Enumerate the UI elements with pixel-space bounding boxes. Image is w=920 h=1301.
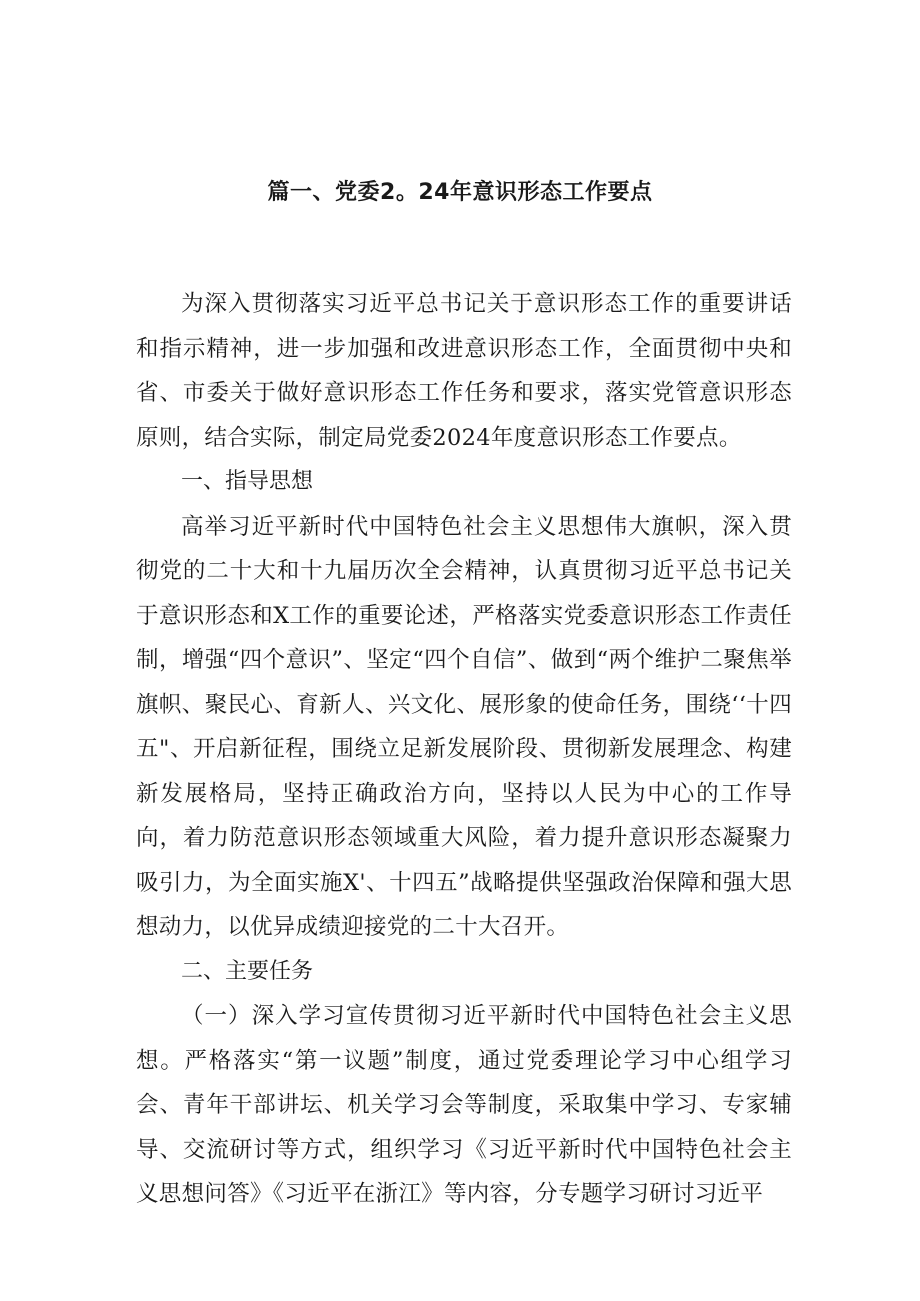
main-tasks-paragraph: （一）深入学习宣传贯彻习近平新时代中国特色社会主义思想。严格落实“第一议题”制度，通过党委理论学习中心组学习会、青年干部讲坛、机关学习会等制度，采取集中学习、专家辅导、交流研讨等方式，组织学习《习近平新时代中国特色社会主义思想问答》《习近平在浙江》等内容，分专题学习研讨习近平	[136, 1003, 792, 1207]
section-heading-main-tasks: 二、主要任务	[181, 958, 314, 984]
document-body	[136, 282, 792, 1217]
guiding-thought-paragraph: 高举习近平新时代中国特色社会主义思想伟大旗帜，深入贯彻党的二十大和十九届历次全会精神，认真贯彻习近平总书记关于意识形态和X工作的重要论述，严格落实党委意识形态工作责任制，增强“四个意识”、坚定“四个自信”、做到“两个维护二聚焦举旗帜、聚民心、育新人、兴文化、展形象的使命任务，围绕‘‘十四五"、开启新征程，围绕立足新发展阶段、贯彻新发展理念、构建新发展格局，坚持正确政治方向，坚持以人民为中心的工作导向，着力防范意识形态领域重大风险，着力提升意识形态凝聚力吸引力，为全面实施X'、十四五”战略提供坚强政治保障和强大思想动力，以优异成绩迎接党的二十大召开。	[136, 513, 792, 940]
intro-paragraph: 为深入贯彻落实习近平总书记关于意识形态工作的重要讲话和指示精神，进一步加强和改进意识形态工作，全面贯彻中央和省、市委关于做好意识形态工作任务和要求，落实党管意识形态原则，结合实际，制定局党委2024年度意识形态工作要点。	[136, 291, 792, 451]
document-title: 篇一、党委2。24年意识形态工作要点	[267, 180, 653, 205]
section-heading-guiding-thought: 一、指导思想	[181, 469, 314, 494]
